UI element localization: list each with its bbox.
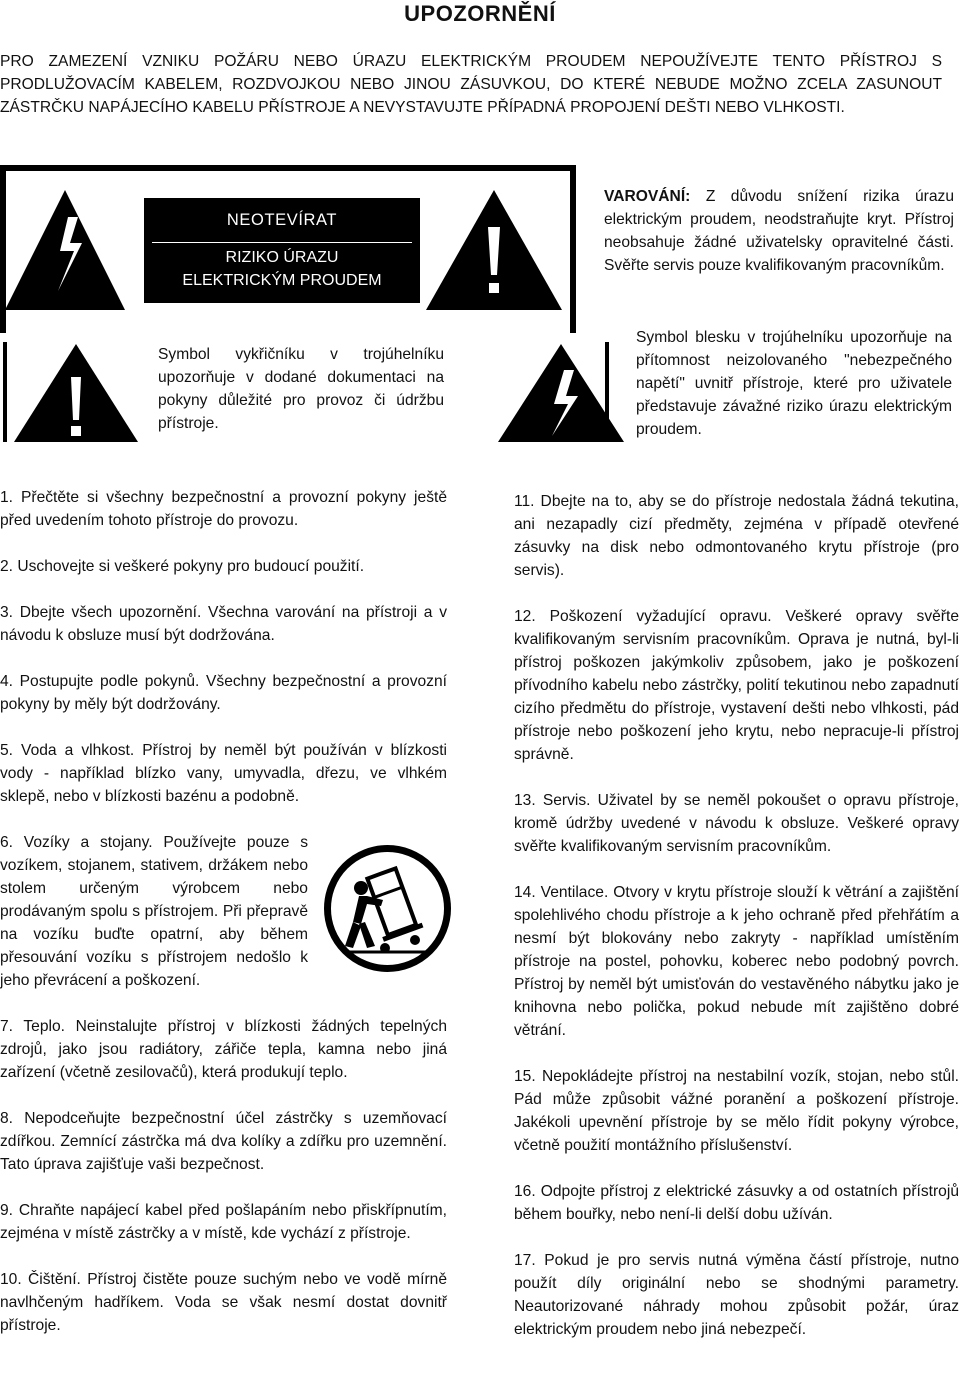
warning-label-line3: ELEKTRICKÝM PROUDEM xyxy=(182,272,382,289)
instruction-item: 13. Servis. Uživatel by se neměl pokoušet o opravu přístroje, kromě údržby uvedené v návodu k obsluze. Veškeré opravy svěřte kvalifikovaným servisním pracovníkům. xyxy=(514,792,959,855)
exclamation-triangle-icon xyxy=(12,342,140,444)
instruction-item: 8. Nepodceňujte bezpečnostní účel zástrčky s uzemňovací zdířkou. Zemnící zástrčka má dva kolíky a zdířku pro uzemnění. Tato úprava zajišťuje vaši bezpečnost. xyxy=(0,1110,447,1173)
instruction-item: 2. Uschovejte si veškeré pokyny pro budoucí použití. xyxy=(0,558,365,575)
instruction-item: 11. Dbejte na to, aby se do přístroje nedostala žádná tekutina, ani nezapadly cizí předměty, zejména v případě otevřené zásuvky na disk nebo odmontovaného krytu přístroje (pro servis). xyxy=(514,493,959,579)
lightning-triangle-icon xyxy=(496,342,626,444)
instruction-item: 4. Postupujte podle pokynů. Všechny bezpečnostní a provozní pokyny by měly být dodržovány. xyxy=(0,673,447,713)
intro-warning: PRO ZAMEZENÍ VZNIKU POŽÁRU NEBO ÚRAZU ELEKTRICKÝM PROUDEM NEPOUŽÍVEJTE TENTO PŘÍSTROJ S PRODLUŽOVACÍM KABELEM, ROZDVOJKOU NEBO JINOU ZÁSUVKOU, DO KTERÉ NEBUDE MOŽNO ZCELA ZASUNOUT ZÁSTRČKU NAPÁJECÍHO KABELU PŘÍSTROJE A NEVYSTAVUJTE PŘÍPADNÁ PROPOJENÍ DEŠTI NEBO VLHKOSTI. xyxy=(0,53,942,116)
warning-label-line2: RIZIKO ÚRAZU xyxy=(225,249,339,266)
instruction-item: 10. Čištění. Přístroj čistěte pouze suchým nebo ve vodě mírně navlhčeným hadříkem. Voda se však nesmí dostat dovnitř přístroje. xyxy=(0,1271,447,1334)
bolt-symbol-explanation: Symbol blesku v trojúhelníku upozorňuje na přítomnost neizolovaného "nebezpečného napětí" uvnitř přístroje, které pro uživatele představuje závažné riziko úrazu elektrickým proudem. xyxy=(636,329,952,438)
warning-label-divider xyxy=(152,242,412,243)
lightning-triangle-icon xyxy=(5,190,125,310)
instruction-item: 17. Pokud je pro servis nutná výměna částí přístroje, nutno použít díly originální nebo se shodnými parametry. Neautorizované náhrady mohou způsobit požár, úraz elektrickým proudem nebo jiná nebezpečí. xyxy=(514,1252,959,1338)
instruction-item: 1. Přečtěte si všechny bezpečnostní a provozní pokyny ještě před uvedením tohoto přístroje do provozu. xyxy=(0,489,447,529)
exclamation-triangle-icon xyxy=(426,190,562,310)
instruction-item: 3. Dbejte všech upozornění. Všechna varování na přístroji a v návodu k obsluze musí být dodržována. xyxy=(0,604,447,644)
warning-heading: VAROVÁNÍ: xyxy=(604,188,691,205)
instruction-item: 6. Vozíky a stojany. Používejte pouze s vozíkem, stojanem, stativem, držákem nebo stolem určeným výrobcem nebo prodávaným spolu s přístrojem. Při přepravě na vozíku buďte opatrní, aby během přesouvání vozíku s přístrojem nedošlo k jeho převrácení a poškození. xyxy=(0,834,308,989)
warning-text xyxy=(604,185,954,277)
warning-label-line1: NEOTEVÍRAT xyxy=(226,211,338,229)
instruction-item: 12. Poškození vyžadující opravu. Veškeré opravy svěřte kvalifikovaným servisním pracovníkům. Oprava je nutná, byl-li přístroj poškozen jakýmkoliv způsobem, jako je poškození přívodního kabelu nebo zástrčky, polití tekutinou nebo zapadnutí cizího předmětu do přístroje, vystavení dešti nebo vlhkosti, pád přístroje nebo poškození jeho krytu, nebo nepracuje-li přístroj správně. xyxy=(514,608,959,763)
instruction-item: 5. Voda a vlhkost. Přístroj by neměl být používán v blízkosti vody - například blízko vany, umyvadla, dřezu, ve vlhkém sklepě, nebo v blízkosti bazénu a podobně. xyxy=(0,742,447,805)
instruction-item: 7. Teplo. Neinstalujte přístroj v blízkosti žádných tepelných zdrojů, jako jsou radiátory, zářiče tepla, kamna nebo jiná zařízení (včetně zesilovačů), která produkují teplo. xyxy=(0,1018,447,1081)
instruction-item: 16. Odpojte přístroj z elektrické zásuvky a od ostatních přístrojů během bouřky, nebo není-li delší dobu užíván. xyxy=(514,1183,959,1223)
instructions-right-column xyxy=(514,490,959,1364)
divider-bar xyxy=(3,342,7,442)
warning-body: Z důvodu snížení rizika úrazu elektrickým proudem, neodstraňujte kryt. Přístroj neobsahuje žádné uživatelsky opravitelné části. Svěřte servis pouze kvalifikovaným pracovníkům. xyxy=(604,188,954,274)
instruction-item: 14. Ventilace. Otvory v krytu přístroje slouží k větrání a zajištění spolehlivého chodu přístroje a k jeho ochraně před přehřátím a nesmí být blokovány nebo zakryty - například umístěním přístroje na postel, pohovku, koberec nebo podobný povrch. Přístroj by neměl být umisťován do vestavěného nábytku jako je knihovna nebo polička, pokud nebude mít zajištěno dobré větrání. xyxy=(514,884,959,1039)
cart-tip-over-icon xyxy=(323,844,452,973)
warning-label xyxy=(144,198,420,303)
instruction-item: 15. Nepokládejte přístroj na nestabilní vozík, stojan, nebo stůl. Pád může způsobit vážné poranění a poškození přístroje. Jakékoli upevnění přístroje by se mělo řídit pokyny výrobce, včetně použití montážního příslušenství. xyxy=(514,1068,959,1154)
exclamation-symbol-explanation: Symbol vykřičníku v trojúhelníku upozorňuje v dodané dokumentaci na pokyny důležité pro provoz či údržbu přístroje. xyxy=(158,346,444,432)
page-title: UPOZORNĚNÍ xyxy=(404,1,556,26)
instruction-item: 9. Chraňte napájecí kabel před pošlapáním nebo přiskřípnutím, zejména v místě zástrčky a v místě, kde vychází z přístroje. xyxy=(0,1202,447,1242)
